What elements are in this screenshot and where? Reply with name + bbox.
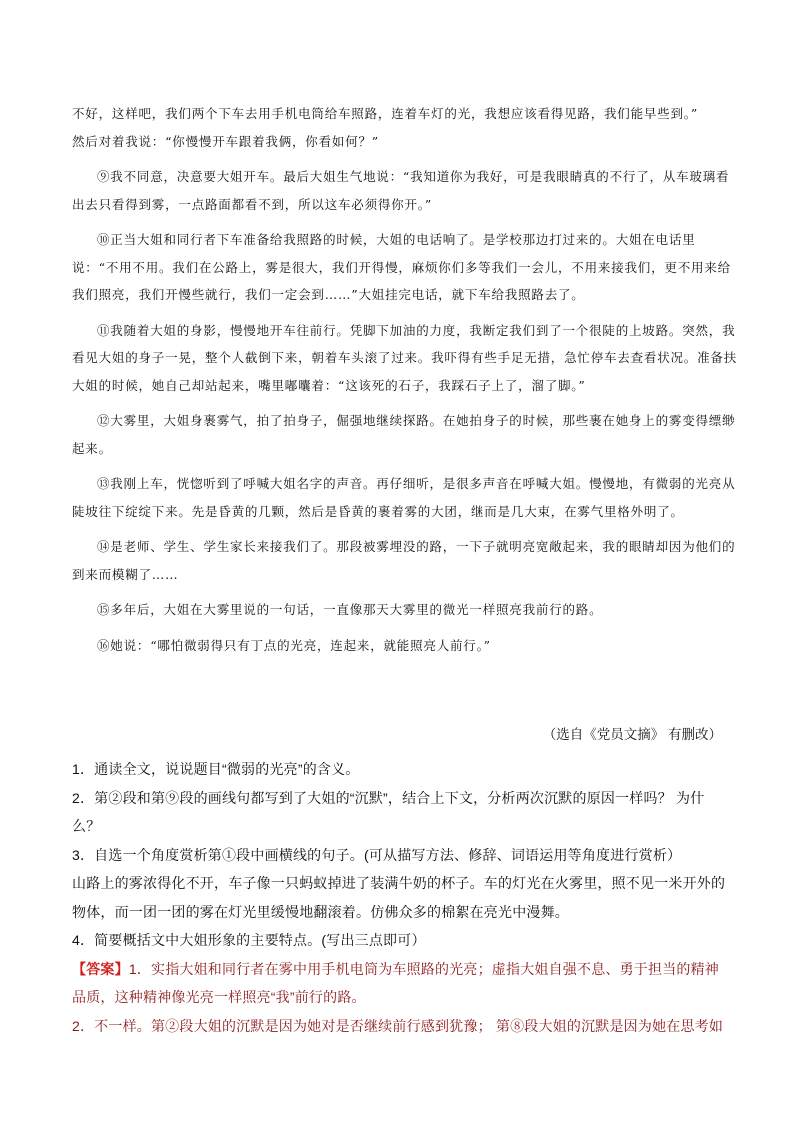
questions-section [72,755,732,1040]
paragraph-13: ⑬我刚上车，恍惚听到了呼喊大姐名字的声音。再仔细听，是很多声音在呼喊大姐。慢慢地，有微弱的光亮从陡坡往下绽绽下来。先是昏黄的几颗，然后是昏黄的裹着雾的大团，继而是几大束，在雾气里格外明了。 [72,476,736,519]
story-line-1: 不好，这样吧，我们两个下车去用手机电筒给车照路，连着车灯的光，我想应该看得见路，我们能早些到。” [72,106,699,121]
paragraph-10: ⑩正当大姐和同行者下车准备给我照路的时候，大姐的电话响了。是学校那边打过来的。大姐在电话里说：“不用不用。我们在公路上，雾是很大，我们开得慢，麻烦你们多等我们一会儿，不用来接我们，更不用来给我们照亮，我们开慢些就行，我们一定会到……”大姐挂完电话，就下车给我照路去了。 [72,232,731,302]
question-4: 4．简要概括文中大姐形象的主要特点。(写出三点即可） [72,932,426,948]
paragraph-12: ⑫大雾里，大姐身裹雾气，拍了拍身子，倔强地继续探路。在她拍身子的时候，那些裹在她身上的雾变得缥缈起来。 [72,413,736,456]
question-3-quote: 山路上的雾浓得化不开，车子像一只蚂蚁掉进了装满牛奶的杯子。车的灯光在火雾里，照不见一米开外的物体，而一团一团的雾在灯光里缓慢地翻滚着。仿佛众多的棉絮在亮光中漫舞。 [72,875,726,920]
answer-tag: 【答案】 [72,960,129,977]
story-text [72,100,742,659]
question-3: 3．自选一个角度赏析第①段中画横线的句子。(可从描写方法、修辞、词语运用等角度进行赏析） [72,846,682,863]
source-citation: （选自《党员文摘》 有删改） [542,727,722,742]
answer-1 [72,955,732,1012]
paragraph-16: ⑯她说：“哪怕微弱得只有丁点的光亮，连起来，就能照亮人前行。” [97,637,491,653]
paragraph-9: ⑨我不同意，决意要大姐开车。最后大姐生气地说：“我知道你为我好，可是我眼睛真的不行了，从车玻璃看出去只看得到雾，一点路面都看不到，所以这车必须得你开。” [72,169,730,212]
story-line-2: 然后对着我说：“你慢慢开车跟着我俩，你看如何？” [72,133,379,149]
paragraph-15: ⑮多年后，大姐在大雾里说的一句话，一直像那天大雾里的微光一样照亮我前行的路。 [97,602,603,617]
question-2: 2．第②段和第⑨段的画线句都写到了大姐的“沉默”，结合上下文，分析两次沉默的原因一样吗？ 为什么？ [72,789,705,834]
paragraph-14: ⑭是老师、学生、学生家长来接我们了。那段被雾埋没的路，一下子就明亮宽敞起来，我的眼睛却因为他们的到来而模糊了…… [72,539,736,582]
question-1: 1．通读全文，说说题目“微弱的光亮”的含义。 [72,761,360,777]
answer-2: 2．不一样。第②段大姐的沉默是因为她对是否继续前行感到犹豫； 第⑧段大姐的沉默是因为她在思考如 [72,1017,724,1034]
answer-1-text: 1．实指大姐和同行者在雾中用手机电筒为车照路的光亮；虚指大姐自强不息、勇于担当的精神品质，这种精神像光亮一样照亮“我”前行的路。 [72,960,719,1005]
paragraph-11: ⑪我随着大姐的身影，慢慢地开车往前行。凭脚下加油的力度，我断定我们到了一个很陡的上坡路。突然，我看见大姐的身子一晃，整个人截倒下来，朝着车头滚了过来。我吓得有些手足无措，急忙停车去查看状况。准备扶大姐的时候，她自己却站起来，嘴里嘟囔着：“这该死的石子，我踩石子上了，溜了脚。” [72,322,738,393]
